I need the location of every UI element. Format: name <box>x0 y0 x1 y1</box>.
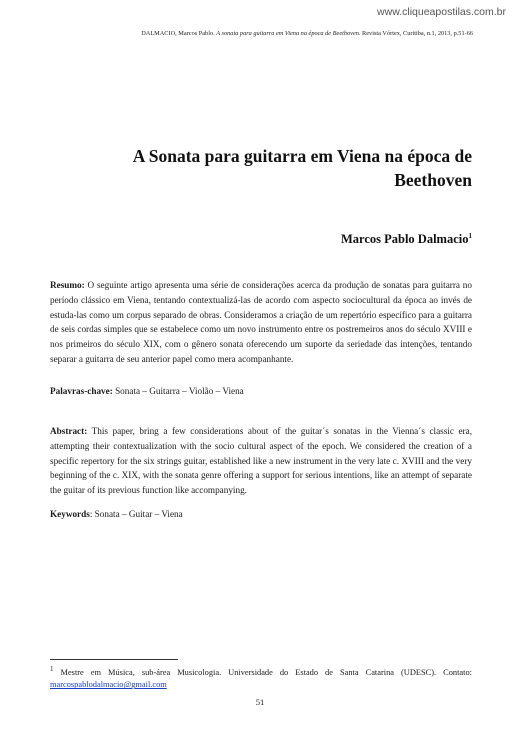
footnote-text: Mestre em Música, sub-área Musicologia. Universidade do Estado de Santa Catarina (UDESC). Contato: <box>53 667 472 677</box>
running-head-journal: . Revista Vórtex, Curitiba, n.1, 2013, p.51-66 <box>358 30 473 37</box>
keywords-label: Keywords <box>50 509 90 519</box>
abstract-paragraph <box>50 424 472 498</box>
footnote <box>50 663 472 692</box>
abstract-label: Abstract: <box>50 426 88 436</box>
footnote-mark: 1 <box>50 665 54 673</box>
keywords-paragraph <box>50 507 472 522</box>
site-url[interactable]: www.cliqueapostilas.com.br <box>377 6 506 18</box>
resumo-paragraph <box>50 278 472 367</box>
palavras-chave-text: Sonata – Guitarra – Violão – Viena <box>112 386 244 396</box>
author-line <box>341 232 472 247</box>
palavras-chave-paragraph <box>50 384 472 399</box>
author-name: Marcos Pablo Dalmacio <box>340 232 469 247</box>
palavras-chave-label: Palavras-chave: <box>50 386 113 396</box>
abstract-text: This paper, bring a few considerations about of the guitar´s sonatas in the Vienna´s classic era, attempting their contextualization with the socio cultural aspect of the epoch. We considered the creation of a specific repertory for the six strings guitar, established like a new instrument in the very late c. XVIII and the very beginning of the c. XIX, with the sonata genre offering a support for serious intentions, like an attempt of separate the guitar of its previous function like accompanying. <box>50 426 472 496</box>
footnote-divider <box>50 659 178 660</box>
running-head-citation: DALMACIO, Marcos Pablo. <box>141 30 217 37</box>
resumo-label: Resumo: <box>50 280 85 290</box>
footnote-email-link[interactable]: marcospablodalmacio@gmail.com <box>50 680 167 690</box>
resumo-text: O seguinte artigo apresenta uma série de considerações acerca da produção de sonatas para guitarra no período clássico em Viena, tentando contextualizá-las de acordo com aspecto sociocultural da época ao invés de estuda-las como um corpus separado de obras. Consideramos a criação de um repertório específico para a guitarra de seis cordas simples que se estabelece como um novo instrumento entre os postremeiros anos do século XVIII e nos primeiros do século XIX, com o gênero sonata oferecendo um suporte da seriedade das intenções, tentando separar a guitarra de seu anterior papel como mera acompanhante. <box>50 280 472 364</box>
running-head-article-title: A sonata para guitarra em Viena na época de Beethoven <box>216 30 359 37</box>
article-title: A Sonata para guitarra em Viena na época de Beethoven <box>132 146 472 190</box>
page-number: 51 <box>255 697 265 707</box>
keywords-text: : Sonata – Guitar – Viena <box>89 509 183 519</box>
author-footnote-mark[interactable]: 1 <box>468 232 472 240</box>
running-header <box>141 30 473 37</box>
